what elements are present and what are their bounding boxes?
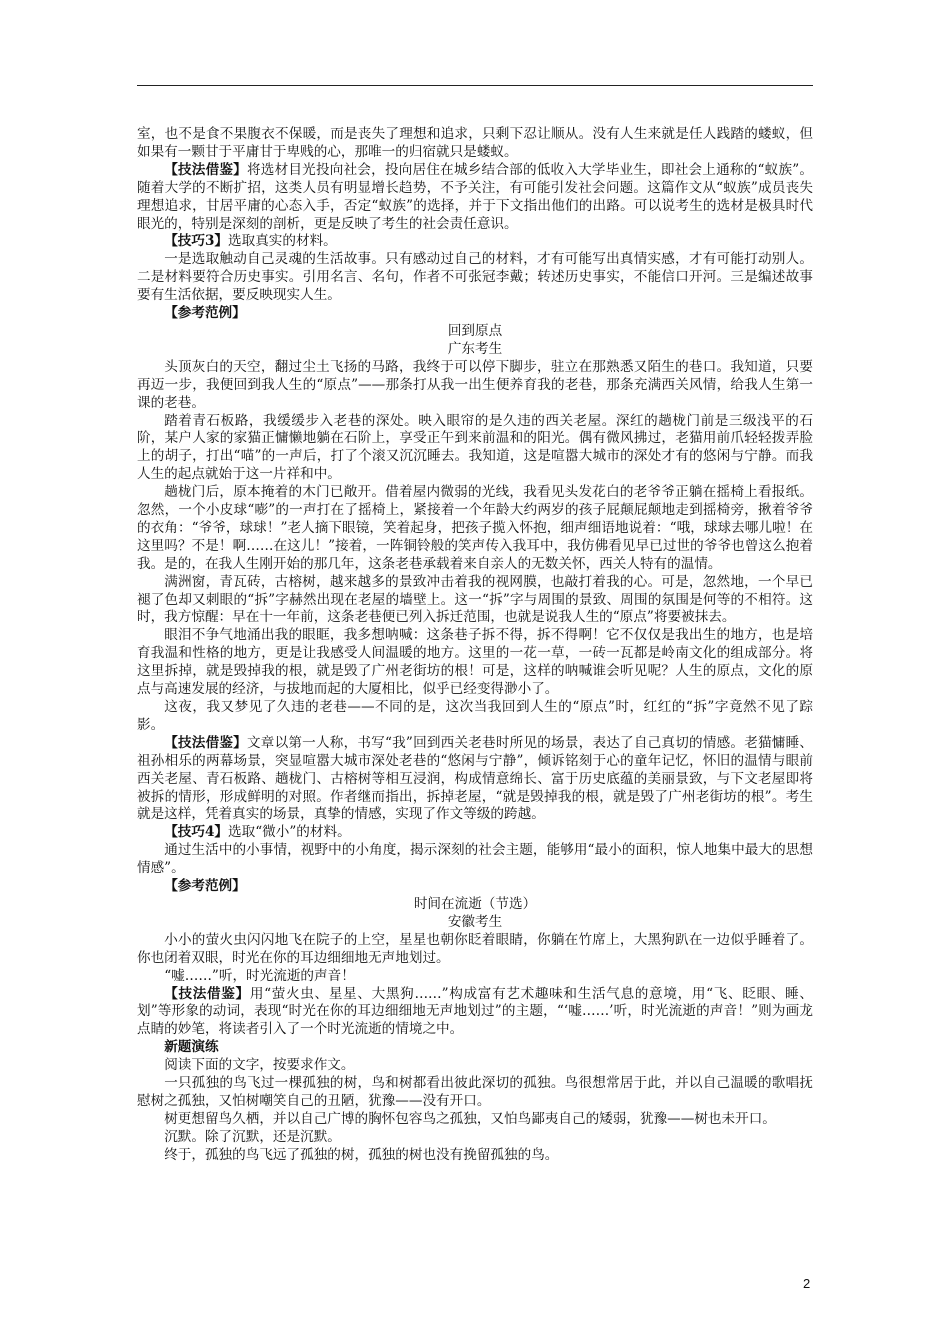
paragraph [137,968,813,986]
paragraph [137,1075,813,1111]
header-rule [137,85,813,86]
paragraph-label: 【技法借鉴】 [164,161,247,178]
paragraph [137,1039,813,1057]
paragraph [137,162,813,234]
paragraph-text: 一是选取触动自己灵魂的生活故事。只有感动过自己的材料，才有可能写出真情实感，才有可能打动别人。二是材料要符合历史事实。引用名言、名句，作者不可张冠李戴；转述历史事实，不能信口开河。三是编述故事要有生活依据，要反映现实人生。 [137,251,813,304]
paragraph-text: 眼泪不争气地涌出我的眼眶，我多想呐喊：这条巷子拆不得，拆不得啊！它不仅仅是我出生的地方，也是培育我温和性格的地方，更是让我感受人间温暖的地方。这里的一花一草，一砖一瓦都是岭南文化的组成部分。将这里拆掉，就是毁掉我的根，就是毁了广州老街坊的根！可是，这样的呐喊谁会听见呢？人生的原点，文化的原点与高速发展的经济，与拔地而起的大厦相比，似乎已经变得渺小了。 [137,627,813,698]
paragraph-text: 阅读下面的文字，按要求作文。 [164,1057,355,1074]
paragraph [137,1129,813,1147]
paragraph [137,932,813,968]
paragraph [137,1111,813,1129]
paragraph-text: 趟栊门后，原本掩着的木门已敞开。借着屋内微弱的光线，我看见头发花白的老爷爷正躺在摇椅上看报纸。忽然，一个小皮球“嘭”的一声打在了摇椅上，紧接着一个年龄大约两岁的孩子屁颠屁颠地走到摇椅旁，揪着爷爷的衣角：“爷爷，球球！”老人摘下眼镜，笑着起身，把孩子揽入怀抱，细声细语地说着：“哦，球球去哪儿啦！在这里吗？不是！啊……在这儿！”接着，一阵铜铃般的笑声传入我耳中，我仿佛看见早已过世的爷爷也曾这么抱着我。是的，在我人生刚开始的那几年，这条老巷承载着来自亲人的无数关怀，西关人特有的温情。 [137,484,813,572]
paragraph-text: 文章以第一人称，书写“我”回到西关老巷时所见的场景，表达了自己真切的情感。老猫慵睡、祖孙相乐的两幕场景，突显喧嚣大城市深处老巷的“悠闲与宁静”，倾诉铭刻于心的童年记忆，怀旧的温情与眼前西关老屋、青石板路、趟栊门、古榕树等相互浸润，构成情意绵长、富于历史底蕴的美丽景致，与下文老屋即将被拆的情形，形成鲜明的对照。作者继而指出，拆掉老屋，“就是毁掉我的根，就是毁了广州老街坊的根”。考生就是这样，凭着真实的场景，真挚的情感，实现了作文等级的跨越。 [137,734,813,823]
paragraph-text: 室，也不是食不果腹衣不保暖，而是丧失了理想和追求，只剩下忍让顺从。没有人生来就是任人践踏的蝼蚁，但如果有一颗甘于平庸甘于卑贱的心，那唯一的归宿就只是蝼蚁。 [137,126,813,160]
paragraph [137,574,813,628]
paragraph-text: 沉默。除了沉默，还是沉默。 [164,1128,341,1145]
paragraph [137,1057,813,1075]
paragraph-text: 一只孤独的鸟飞过一棵孤独的树，鸟和树都看出彼此深切的孤独。鸟很想常居于此，并以自己温暖的歌唱抚慰树之孤独，又怕树嘲笑自己的丑陋，犹豫——没有开口。 [137,1075,813,1109]
section-heading [137,323,813,341]
paragraph-label: 新题演练 [164,1039,219,1056]
paragraph [137,251,813,305]
paragraph-text: 这夜，我又梦见了久违的老巷——不同的是，这次当我回到人生的“原点”时，红红的“拆”字竟然不见了踪影。 [137,699,813,733]
document-body [137,126,813,1165]
paragraph [137,627,813,699]
paragraph-text: 选取真实的材料。 [228,233,337,250]
page-number: 2 [803,1276,811,1291]
paragraph-text: 终于，孤独的鸟飞远了孤独的树，孤独的树也没有挽留孤独的鸟。 [164,1146,559,1163]
paragraph-text: 用“萤火虫、星星、大黑狗……”构成富有艺术趣味和生活气息的意境，用“飞、眨眼、睡、划”等形象的动词，表现“时光在你的耳边细细地无声地划过”的主题，“‘嘘……’听，时光流逝的声音！”则为画龙点睛的妙笔，将读者引入了一个时光流逝的情境之中。 [137,985,813,1038]
paragraph-label: 【技巧3】 [164,233,229,250]
paragraph-text: “嘘……”听，时光流逝的声音！ [164,967,355,984]
paragraph [137,305,813,323]
paragraph-text: 广东考生 [447,340,503,357]
paragraph-text: 选取“微小”的材料。 [228,824,351,841]
paragraph [137,413,813,485]
paragraph-label: 【技巧4】 [164,824,229,841]
paragraph-label: 【参考范例】 [164,878,246,895]
paragraph-text: 树更想留鸟久栖，并以自己广博的胸怀包容鸟之孤独，又怕鸟鄙夷自己的矮弱，犹豫——树也未开口。 [164,1110,776,1127]
section-heading [137,341,813,359]
paragraph-text: 小小的萤火虫闪闪地飞在院子的上空，星星也朝你眨着眼睛，你躺在竹席上，大黑狗趴在一边似乎睡着了。你也闭着双眼，时光在你的耳边细细地无声地划过。 [137,931,813,966]
paragraph [137,699,813,735]
paragraph-label: 【技法借鉴】 [164,734,247,751]
paragraph [137,484,813,574]
paragraph-label: 【技法借鉴】 [164,985,250,1002]
paragraph [137,878,813,896]
paragraph-text: 回到原点 [447,322,503,339]
paragraph [137,126,813,162]
section-heading [137,914,813,932]
paragraph-text: 踏着青石板路，我缓缓步入老巷的深处。映入眼帘的是久违的西关老屋。深红的趟栊门前是三级浅平的石阶，某户人家的家猫正慵懒地躺在石阶上，享受正午到来前温和的阳光。偶有微风拂过，老猫用前爪轻轻拨弄脸上的胡子，打出“喵”的一声后，打了个滚又沉沉睡去。我知道，这是喧嚣大城市的深处才有的悠闲与宁静。而我人生的起点就始于这一片祥和中。 [137,412,813,483]
paragraph [137,359,813,413]
paragraph-label: 【参考范例】 [164,305,246,322]
paragraph-text: 时间在流逝（节选） [413,895,537,912]
paragraph [137,1147,813,1165]
paragraph-text: 安徽考生 [447,913,503,930]
paragraph [137,824,813,842]
section-heading [137,896,813,914]
paragraph [137,986,813,1040]
paragraph [137,233,813,251]
paragraph-text: 将选材目光投向社会，投向居住在城乡结合部的低收入大学毕业生，即社会上通称的“蚁族”。随着大学的不断扩招，这类人员有明显增长趋势，不予关注，有可能引发社会问题。这篇作文从“蚁族”成员丧失理想追求，甘居平庸的心态入手，否定“蚁族”的选择，并于下文指出他们的出路。可以说考生的选材是极具时代眼光的，特别是深刻的剖析，更是反映了考生的社会责任意识。 [137,161,813,232]
paragraph-text: 满洲窗，青瓦砖，古榕树，越来越多的景致冲击着我的视网膜，也敲打着我的心。可是，忽然地，一个早已褪了色却又刺眼的“拆”字赫然出现在老屋的墙壁上。这一“拆”字与周围的景致、周围的氛围是何等的不相符。这时，我方惊醒：早在十一年前，这条老巷便已列入拆迁范围，也就是说我人生的“原点”将要被抹去。 [137,573,813,626]
paragraph [137,735,813,825]
paragraph-text: 头顶灰白的天空，翻过尘土飞扬的马路，我终于可以停下脚步，驻立在那熟悉又陌生的巷口。我知道，只要再迈一步，我便回到我人生的“原点”——那条打从我一出生便养育我的老巷，那条充满西关风情，给我人生第一课的老巷。 [137,358,813,411]
paragraph-text: 通过生活中的小事情，视野中的小角度，揭示深刻的社会主题，能够用“最小的面积，惊人地集中最大的思想情感”。 [137,842,813,877]
paragraph [137,842,813,878]
